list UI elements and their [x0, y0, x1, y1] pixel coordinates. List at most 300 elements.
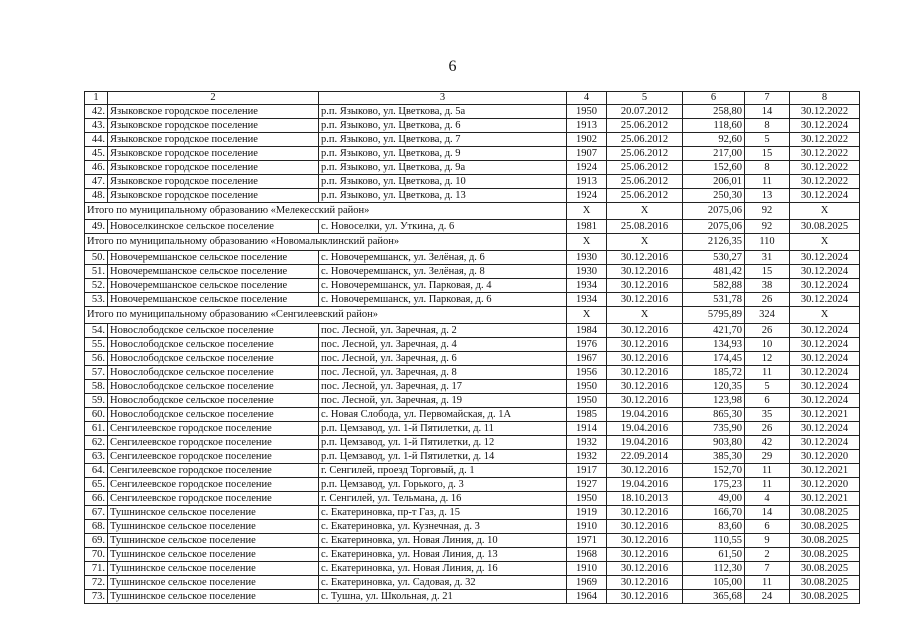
recognition-date: 19.04.2016: [607, 408, 683, 422]
total-count: 92: [745, 203, 790, 220]
area-value: 92,60: [683, 133, 745, 147]
recognition-date: 19.04.2016: [607, 422, 683, 436]
address: р.п. Цемзавод, ул. 1-й Пятилетки, д. 12: [319, 436, 567, 450]
table-row: [85, 338, 860, 352]
settlement-name: Языковское городское поселение: [108, 189, 319, 203]
row-number: 47.: [85, 175, 108, 189]
row-number: 55.: [85, 338, 108, 352]
table-row: [85, 450, 860, 464]
row-number: 57.: [85, 366, 108, 380]
year-built: 1985: [567, 408, 607, 422]
resettlement-deadline: 30.12.2024: [790, 251, 860, 265]
year-built: 1968: [567, 548, 607, 562]
table-row: [85, 590, 860, 604]
resettlement-deadline: 30.12.2020: [790, 478, 860, 492]
settlement-name: Тушнинское сельское поселение: [108, 562, 319, 576]
year-built: 1950: [567, 394, 607, 408]
table-row: [85, 324, 860, 338]
area-value: 2075,06: [683, 220, 745, 234]
year-built: 1932: [567, 436, 607, 450]
row-number: 42.: [85, 105, 108, 119]
row-number: 60.: [85, 408, 108, 422]
resettlement-deadline: 30.12.2021: [790, 464, 860, 478]
recognition-date: 30.12.2016: [607, 562, 683, 576]
row-number: 70.: [85, 548, 108, 562]
row-number: 58.: [85, 380, 108, 394]
table-row: [85, 105, 860, 119]
address: р.п. Языково, ул. Цветкова, д. 13: [319, 189, 567, 203]
recognition-date: 18.10.2013: [607, 492, 683, 506]
area-value: 530,27: [683, 251, 745, 265]
table-row: [85, 576, 860, 590]
header-cell: 8: [790, 92, 860, 105]
resettlement-deadline: 30.08.2025: [790, 520, 860, 534]
total-area: 2126,35: [683, 234, 745, 251]
recognition-date: 22.09.2014: [607, 450, 683, 464]
address: с. Новоселки, ул. Уткина, д. 6: [319, 220, 567, 234]
area-value: 152,60: [683, 161, 745, 175]
residents-count: 10: [745, 338, 790, 352]
recognition-date: 19.04.2016: [607, 478, 683, 492]
residents-count: 11: [745, 576, 790, 590]
recognition-date: 30.12.2016: [607, 576, 683, 590]
resettlement-deadline: 30.08.2025: [790, 590, 860, 604]
recognition-date: 30.12.2016: [607, 548, 683, 562]
resettlement-deadline: 30.08.2025: [790, 548, 860, 562]
year-built: 1969: [567, 576, 607, 590]
year-built: 1902: [567, 133, 607, 147]
table-row: [85, 220, 860, 234]
year-built: 1919: [567, 506, 607, 520]
recognition-date: 25.08.2016: [607, 220, 683, 234]
area-value: 175,23: [683, 478, 745, 492]
row-number: 51.: [85, 265, 108, 279]
residents-count: 13: [745, 189, 790, 203]
residents-count: 5: [745, 380, 790, 394]
address: р.п. Цемзавод, ул. 1-й Пятилетки, д. 11: [319, 422, 567, 436]
residents-count: 15: [745, 265, 790, 279]
area-value: 582,88: [683, 279, 745, 293]
recognition-date: 19.04.2016: [607, 436, 683, 450]
recognition-date: 30.12.2016: [607, 394, 683, 408]
settlement-name: Новочеремшанское сельское поселение: [108, 279, 319, 293]
table-row: [85, 436, 860, 450]
table-row: [85, 520, 860, 534]
table-row: [85, 279, 860, 293]
year-built: 1914: [567, 422, 607, 436]
settlement-name: Тушнинское сельское поселение: [108, 576, 319, 590]
area-value: 123,98: [683, 394, 745, 408]
total-x: X: [607, 203, 683, 220]
settlement-name: Тушнинское сельское поселение: [108, 534, 319, 548]
settlement-name: Языковское городское поселение: [108, 119, 319, 133]
recognition-date: 25.06.2012: [607, 147, 683, 161]
recognition-date: 30.12.2016: [607, 520, 683, 534]
area-value: 118,60: [683, 119, 745, 133]
year-built: 1950: [567, 492, 607, 506]
resettlement-deadline: 30.12.2024: [790, 436, 860, 450]
total-x: X: [790, 307, 860, 324]
settlement-name: Новочеремшанское сельское поселение: [108, 265, 319, 279]
total-x: X: [567, 234, 607, 251]
total-label: Итого по муниципальному образованию «Мелекесский район»: [85, 203, 567, 220]
resettlement-deadline: 30.08.2025: [790, 562, 860, 576]
row-number: 71.: [85, 562, 108, 576]
year-built: 1910: [567, 562, 607, 576]
header-cell: 3: [319, 92, 567, 105]
row-number: 53.: [85, 293, 108, 307]
table-row: [85, 189, 860, 203]
header-cell: 2: [108, 92, 319, 105]
table-row: [85, 492, 860, 506]
table-row: [85, 251, 860, 265]
recognition-date: 25.06.2012: [607, 161, 683, 175]
address: пос. Лесной, ул. Заречная, д. 6: [319, 352, 567, 366]
recognition-date: 30.12.2016: [607, 293, 683, 307]
area-value: 206,01: [683, 175, 745, 189]
recognition-date: 20.07.2012: [607, 105, 683, 119]
row-number: 66.: [85, 492, 108, 506]
table-row: [85, 478, 860, 492]
settlement-name: Языковское городское поселение: [108, 175, 319, 189]
settlement-name: Тушнинское сельское поселение: [108, 590, 319, 604]
resettlement-deadline: 30.12.2024: [790, 119, 860, 133]
area-value: 110,55: [683, 534, 745, 548]
resettlement-deadline: 30.12.2022: [790, 147, 860, 161]
settlement-name: Новослободское сельское поселение: [108, 366, 319, 380]
resettlement-deadline: 30.12.2022: [790, 133, 860, 147]
row-number: 59.: [85, 394, 108, 408]
row-number: 44.: [85, 133, 108, 147]
settlement-name: Сенгилеевское городское поселение: [108, 436, 319, 450]
residents-count: 11: [745, 366, 790, 380]
year-built: 1971: [567, 534, 607, 548]
address: р.п. Цемзавод, ул. Горького, д. 3: [319, 478, 567, 492]
year-built: 1907: [567, 147, 607, 161]
recognition-date: 30.12.2016: [607, 265, 683, 279]
residents-count: 92: [745, 220, 790, 234]
recognition-date: 30.12.2016: [607, 251, 683, 265]
residents-count: 11: [745, 478, 790, 492]
area-value: 903,80: [683, 436, 745, 450]
resettlement-deadline: 30.12.2024: [790, 422, 860, 436]
row-number: 69.: [85, 534, 108, 548]
row-number: 61.: [85, 422, 108, 436]
year-built: 1917: [567, 464, 607, 478]
year-built: 1910: [567, 520, 607, 534]
address: с. Новочеремшанск, ул. Парковая, д. 4: [319, 279, 567, 293]
settlement-name: Новоселкинское сельское поселение: [108, 220, 319, 234]
resettlement-deadline: 30.12.2024: [790, 279, 860, 293]
settlement-name: Языковское городское поселение: [108, 147, 319, 161]
area-value: 83,60: [683, 520, 745, 534]
row-number: 56.: [85, 352, 108, 366]
year-built: 1924: [567, 189, 607, 203]
residents-count: 2: [745, 548, 790, 562]
settlement-name: Новослободское сельское поселение: [108, 394, 319, 408]
residents-count: 26: [745, 422, 790, 436]
address: с. Тушна, ул. Школьная, д. 21: [319, 590, 567, 604]
area-value: 481,42: [683, 265, 745, 279]
year-built: 1934: [567, 279, 607, 293]
address: с. Новочеремшанск, ул. Парковая, д. 6: [319, 293, 567, 307]
address: р.п. Языково, ул. Цветкова, д. 9: [319, 147, 567, 161]
settlement-name: Новослободское сельское поселение: [108, 338, 319, 352]
residents-count: 7: [745, 562, 790, 576]
table-row: [85, 161, 860, 175]
resettlement-deadline: 30.12.2022: [790, 161, 860, 175]
total-area: 5795,89: [683, 307, 745, 324]
year-built: 1967: [567, 352, 607, 366]
area-value: 61,50: [683, 548, 745, 562]
area-value: 865,30: [683, 408, 745, 422]
row-number: 49.: [85, 220, 108, 234]
area-value: 120,35: [683, 380, 745, 394]
address: с. Екатериновка, ул. Новая Линия, д. 13: [319, 548, 567, 562]
address: пос. Лесной, ул. Заречная, д. 4: [319, 338, 567, 352]
year-built: 1984: [567, 324, 607, 338]
register-table: [84, 91, 860, 604]
residents-count: 5: [745, 133, 790, 147]
year-built: 1976: [567, 338, 607, 352]
residents-count: 12: [745, 352, 790, 366]
settlement-name: Языковское городское поселение: [108, 161, 319, 175]
resettlement-deadline: 30.12.2021: [790, 408, 860, 422]
residents-count: 26: [745, 324, 790, 338]
residents-count: 15: [745, 147, 790, 161]
settlement-name: Тушнинское сельское поселение: [108, 548, 319, 562]
table-row: [85, 352, 860, 366]
address: с. Екатериновка, пр-т Газ, д. 15: [319, 506, 567, 520]
table-header-row: [85, 92, 860, 105]
settlement-name: Сенгилеевское городское поселение: [108, 464, 319, 478]
address: г. Сенгилей, проезд Торговый, д. 1: [319, 464, 567, 478]
settlement-name: Новослободское сельское поселение: [108, 380, 319, 394]
area-value: 152,70: [683, 464, 745, 478]
settlement-name: Сенгилеевское городское поселение: [108, 478, 319, 492]
row-number: 63.: [85, 450, 108, 464]
residents-count: 8: [745, 161, 790, 175]
area-value: 421,70: [683, 324, 745, 338]
recognition-date: 30.12.2016: [607, 590, 683, 604]
area-value: 166,70: [683, 506, 745, 520]
total-x: X: [790, 234, 860, 251]
table-row: [85, 506, 860, 520]
table-row: [85, 175, 860, 189]
address: с. Новочеремшанск, ул. Зелёная, д. 6: [319, 251, 567, 265]
row-number: 62.: [85, 436, 108, 450]
recognition-date: 25.06.2012: [607, 175, 683, 189]
address: г. Сенгилей, ул. Тельмана, д. 16: [319, 492, 567, 506]
recognition-date: 30.12.2016: [607, 380, 683, 394]
total-label: Итого по муниципальному образованию «Сенгилеевский район»: [85, 307, 567, 324]
resettlement-deadline: 30.12.2024: [790, 293, 860, 307]
area-value: 112,30: [683, 562, 745, 576]
resettlement-deadline: 30.12.2024: [790, 265, 860, 279]
year-built: 1930: [567, 251, 607, 265]
residents-count: 6: [745, 394, 790, 408]
year-built: 1981: [567, 220, 607, 234]
address: пос. Лесной, ул. Заречная, д. 2: [319, 324, 567, 338]
address: пос. Лесной, ул. Заречная, д. 19: [319, 394, 567, 408]
residents-count: 11: [745, 175, 790, 189]
address: р.п. Языково, ул. Цветкова, д. 7: [319, 133, 567, 147]
total-count: 110: [745, 234, 790, 251]
year-built: 1913: [567, 175, 607, 189]
address: с. Новая Слобода, ул. Первомайская, д. 1А: [319, 408, 567, 422]
address: с. Екатериновка, ул. Садовая, д. 32: [319, 576, 567, 590]
table-row: [85, 464, 860, 478]
row-number: 46.: [85, 161, 108, 175]
residents-count: 42: [745, 436, 790, 450]
row-number: 64.: [85, 464, 108, 478]
header-cell: 1: [85, 92, 108, 105]
address: р.п. Цемзавод, ул. 1-й Пятилетки, д. 14: [319, 450, 567, 464]
total-x: X: [790, 203, 860, 220]
recognition-date: 30.12.2016: [607, 338, 683, 352]
row-number: 45.: [85, 147, 108, 161]
resettlement-deadline: 30.12.2022: [790, 105, 860, 119]
settlement-name: Новослободское сельское поселение: [108, 408, 319, 422]
row-number: 52.: [85, 279, 108, 293]
year-built: 1956: [567, 366, 607, 380]
residents-count: 6: [745, 520, 790, 534]
table-row: [85, 265, 860, 279]
area-value: 174,45: [683, 352, 745, 366]
area-value: 105,00: [683, 576, 745, 590]
total-row: [85, 307, 860, 324]
table-row: [85, 147, 860, 161]
recognition-date: 25.06.2012: [607, 119, 683, 133]
year-built: 1932: [567, 450, 607, 464]
resettlement-deadline: 30.12.2024: [790, 189, 860, 203]
residents-count: 14: [745, 506, 790, 520]
table-body: [85, 92, 860, 604]
total-x: X: [607, 307, 683, 324]
recognition-date: 30.12.2016: [607, 464, 683, 478]
year-built: 1950: [567, 380, 607, 394]
settlement-name: Новочеремшанское сельское поселение: [108, 251, 319, 265]
table-row: [85, 548, 860, 562]
settlement-name: Сенгилеевское городское поселение: [108, 492, 319, 506]
resettlement-deadline: 30.12.2024: [790, 394, 860, 408]
table-row: [85, 394, 860, 408]
total-count: 324: [745, 307, 790, 324]
area-value: 250,30: [683, 189, 745, 203]
residents-count: 29: [745, 450, 790, 464]
residents-count: 31: [745, 251, 790, 265]
address: р.п. Языково, ул. Цветкова, д. 10: [319, 175, 567, 189]
total-area: 2075,06: [683, 203, 745, 220]
address: пос. Лесной, ул. Заречная, д. 8: [319, 366, 567, 380]
header-cell: 7: [745, 92, 790, 105]
settlement-name: Новочеремшанское сельское поселение: [108, 293, 319, 307]
area-value: 49,00: [683, 492, 745, 506]
residents-count: 26: [745, 293, 790, 307]
header-cell: 4: [567, 92, 607, 105]
address: с. Новочеремшанск, ул. Зелёная, д. 8: [319, 265, 567, 279]
address: р.п. Языково, ул. Цветкова, д. 6: [319, 119, 567, 133]
resettlement-deadline: 30.12.2020: [790, 450, 860, 464]
recognition-date: 30.12.2016: [607, 279, 683, 293]
row-number: 48.: [85, 189, 108, 203]
year-built: 1930: [567, 265, 607, 279]
table-row: [85, 562, 860, 576]
resettlement-deadline: 30.12.2024: [790, 366, 860, 380]
total-row: [85, 234, 860, 251]
year-built: 1934: [567, 293, 607, 307]
total-row: [85, 203, 860, 220]
resettlement-deadline: 30.12.2024: [790, 380, 860, 394]
row-number: 43.: [85, 119, 108, 133]
total-x: X: [607, 234, 683, 251]
year-built: 1913: [567, 119, 607, 133]
address: р.п. Языково, ул. Цветкова, д. 9а: [319, 161, 567, 175]
residents-count: 9: [745, 534, 790, 548]
row-number: 50.: [85, 251, 108, 265]
area-value: 531,78: [683, 293, 745, 307]
resettlement-deadline: 30.08.2025: [790, 220, 860, 234]
residents-count: 11: [745, 464, 790, 478]
resettlement-deadline: 30.12.2024: [790, 338, 860, 352]
row-number: 68.: [85, 520, 108, 534]
settlement-name: Новослободское сельское поселение: [108, 352, 319, 366]
total-x: X: [567, 203, 607, 220]
page-number: 6: [448, 58, 457, 75]
table-row: [85, 366, 860, 380]
settlement-name: Тушнинское сельское поселение: [108, 520, 319, 534]
header-cell: 5: [607, 92, 683, 105]
residents-count: 8: [745, 119, 790, 133]
resettlement-deadline: 30.12.2024: [790, 324, 860, 338]
residents-count: 14: [745, 105, 790, 119]
address: пос. Лесной, ул. Заречная, д. 17: [319, 380, 567, 394]
residents-count: 38: [745, 279, 790, 293]
year-built: 1964: [567, 590, 607, 604]
header-cell: 6: [683, 92, 745, 105]
area-value: 365,68: [683, 590, 745, 604]
recognition-date: 30.12.2016: [607, 366, 683, 380]
table-row: [85, 293, 860, 307]
year-built: 1950: [567, 105, 607, 119]
row-number: 67.: [85, 506, 108, 520]
recognition-date: 30.12.2016: [607, 352, 683, 366]
residents-count: 24: [745, 590, 790, 604]
address: с. Екатериновка, ул. Новая Линия, д. 16: [319, 562, 567, 576]
address: р.п. Языково, ул. Цветкова, д. 5а: [319, 105, 567, 119]
settlement-name: Сенгилеевское городское поселение: [108, 450, 319, 464]
table-row: [85, 380, 860, 394]
table-row: [85, 534, 860, 548]
year-built: 1924: [567, 161, 607, 175]
settlement-name: Языковское городское поселение: [108, 105, 319, 119]
recognition-date: 30.12.2016: [607, 534, 683, 548]
recognition-date: 25.06.2012: [607, 133, 683, 147]
settlement-name: Тушнинское сельское поселение: [108, 506, 319, 520]
total-label: Итого по муниципальному образованию «Новомалыклинский район»: [85, 234, 567, 251]
recognition-date: 25.06.2012: [607, 189, 683, 203]
residents-count: 35: [745, 408, 790, 422]
area-value: 185,72: [683, 366, 745, 380]
resettlement-deadline: 30.08.2025: [790, 506, 860, 520]
settlement-name: Языковское городское поселение: [108, 133, 319, 147]
row-number: 72.: [85, 576, 108, 590]
table-row: [85, 408, 860, 422]
row-number: 54.: [85, 324, 108, 338]
resettlement-deadline: 30.12.2022: [790, 175, 860, 189]
area-value: 134,93: [683, 338, 745, 352]
area-value: 385,30: [683, 450, 745, 464]
